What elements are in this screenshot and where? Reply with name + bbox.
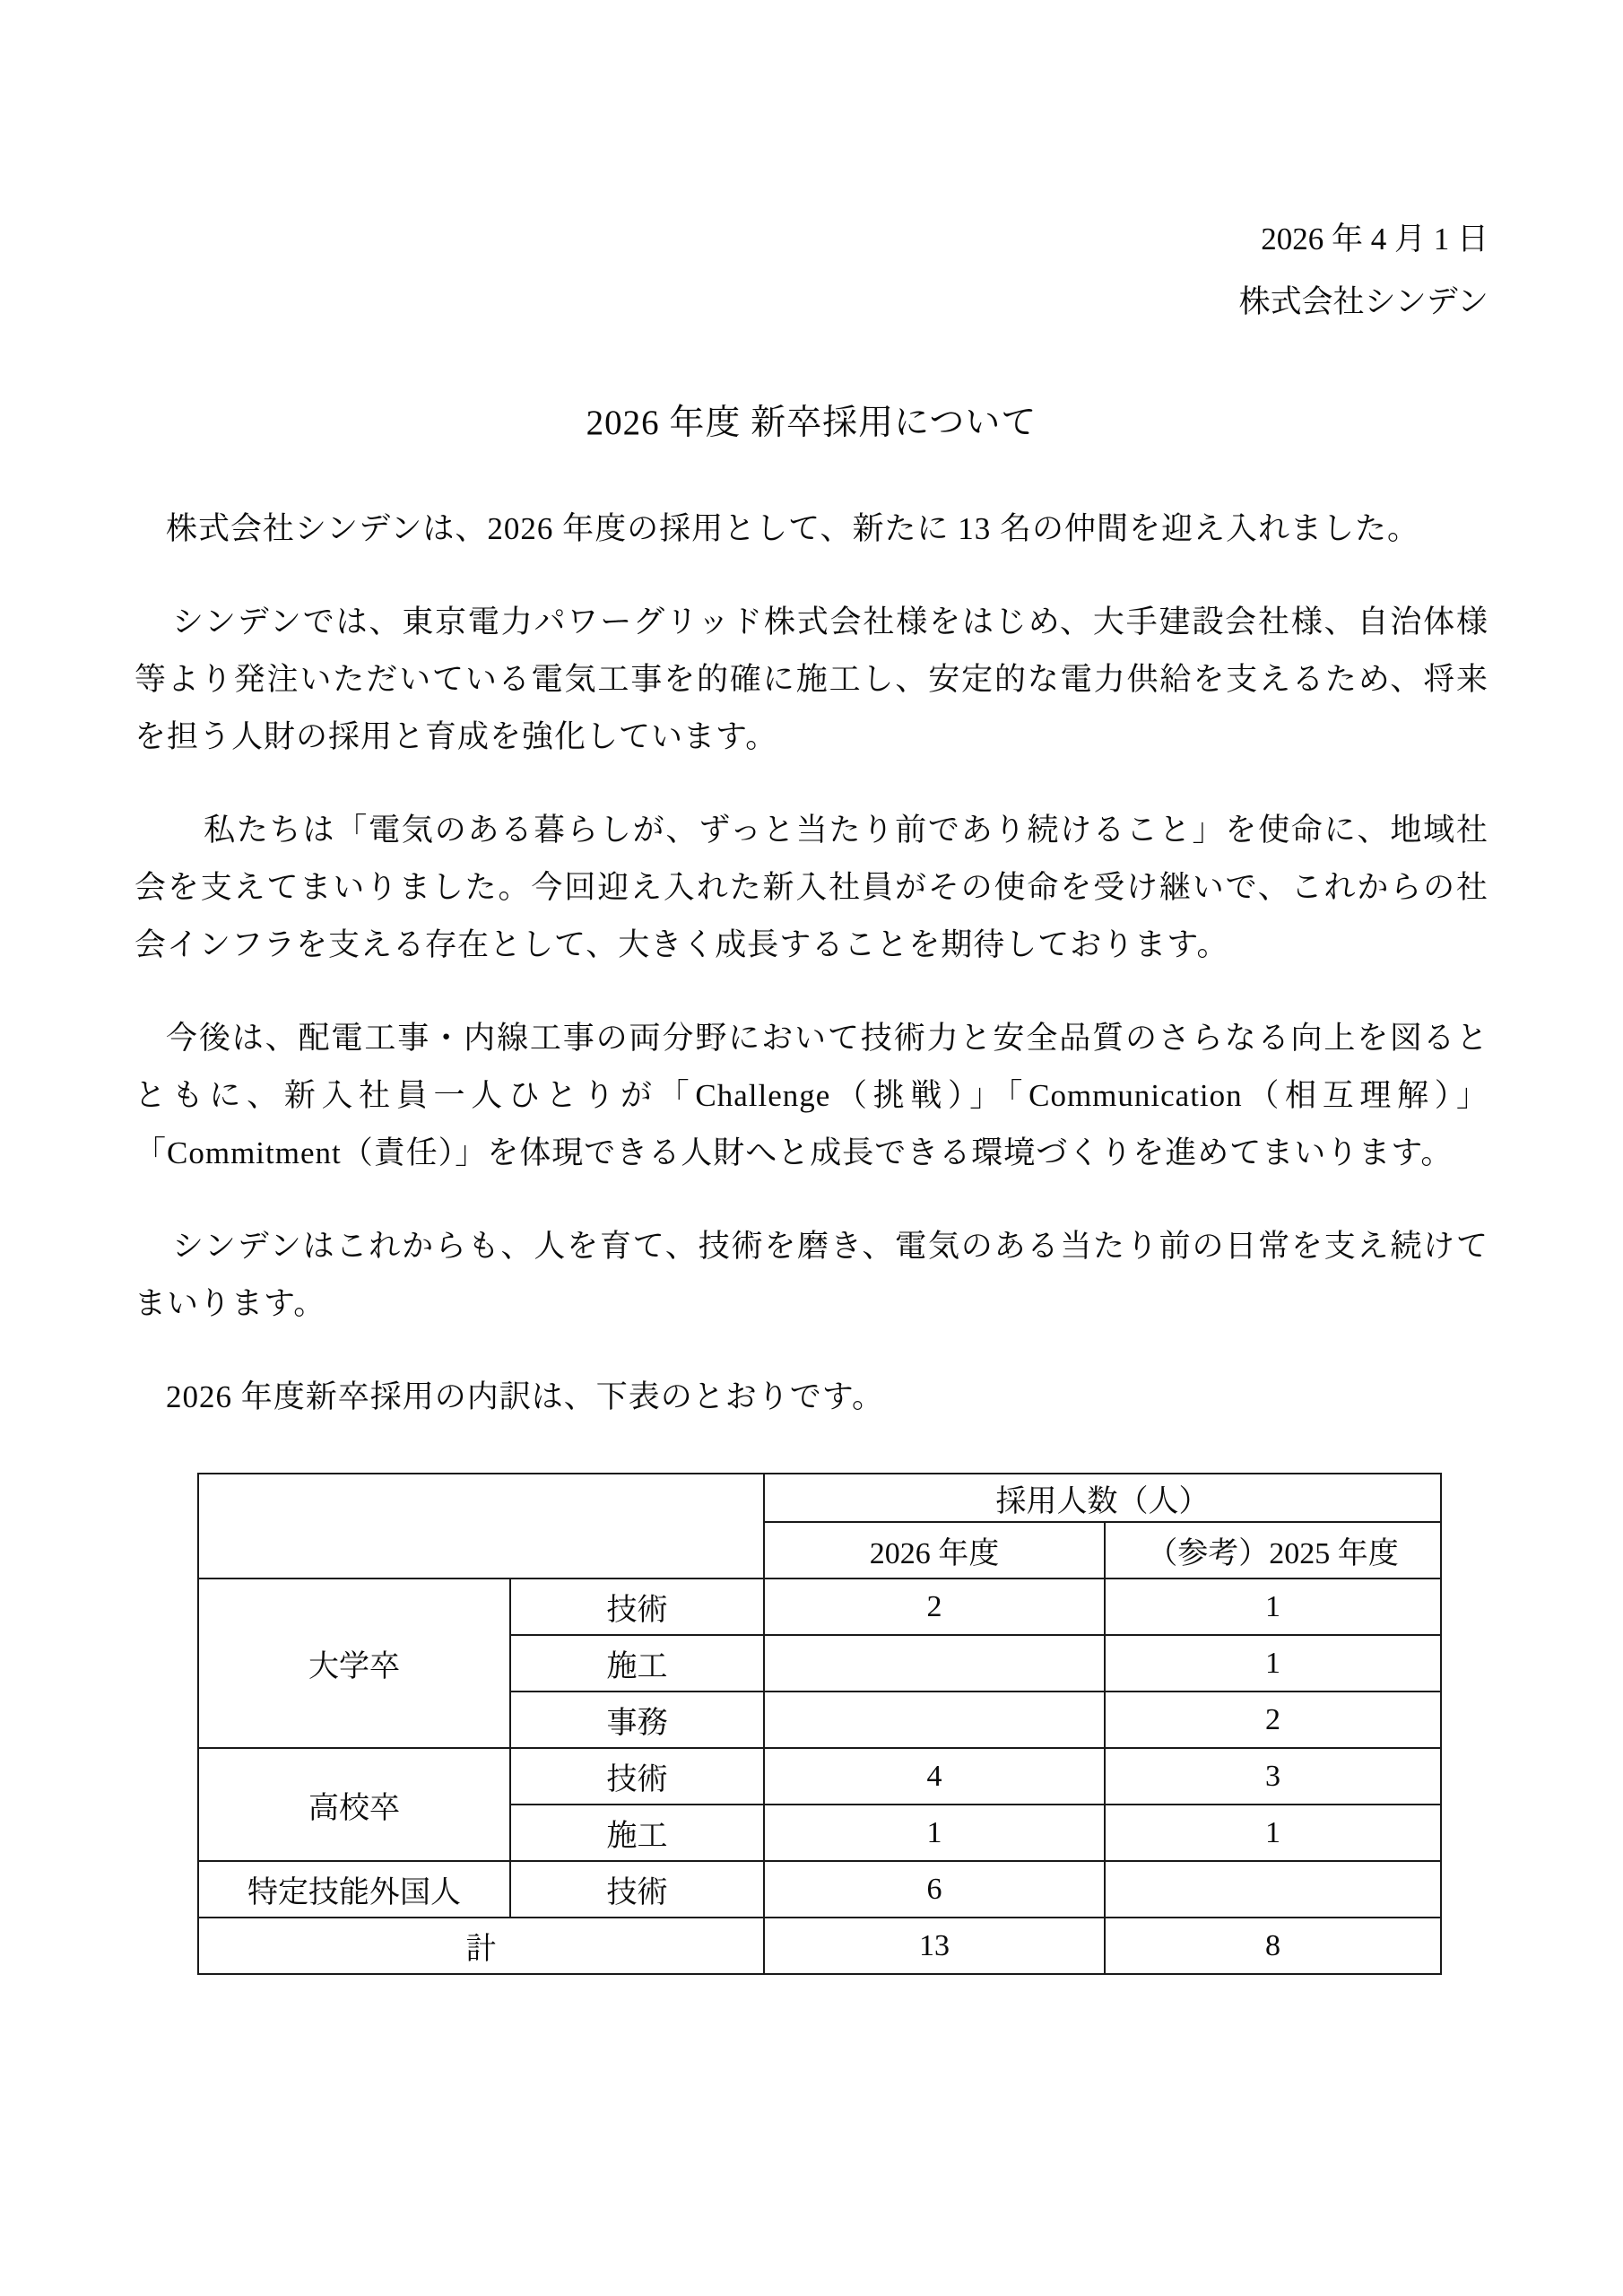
document-body xyxy=(135,500,1488,1426)
table-row xyxy=(198,1578,1441,1635)
date-block xyxy=(135,208,1488,334)
category-cell-university: 大学卒 xyxy=(198,1578,510,1748)
table-header-2025: （参考）2025 年度 xyxy=(1105,1522,1441,1578)
type-cell: 施工 xyxy=(510,1805,764,1861)
value-2026 xyxy=(764,1635,1105,1692)
type-cell: 技術 xyxy=(510,1748,764,1805)
table-corner-cell xyxy=(198,1474,764,1578)
type-cell: 事務 xyxy=(510,1692,764,1748)
value-2025: 3 xyxy=(1105,1748,1441,1805)
hiring-table xyxy=(197,1473,1442,1975)
paragraph-background: シンデンでは、東京電力パワーグリッド株式会社様をはじめ、大手建設会社様、自治体様等より発注いただいている電気工事を的確に施工し、安定的な電力供給を支えるため、将来を担う人財の採用と育成を強化しています。 xyxy=(135,604,1488,754)
value-2025: 1 xyxy=(1105,1635,1441,1692)
company-name: 株式会社シンデン xyxy=(1238,284,1488,319)
table-row xyxy=(198,1748,1441,1805)
value-2025: 2 xyxy=(1105,1692,1441,1748)
value-2025: 1 xyxy=(1105,1805,1441,1861)
value-2026 xyxy=(764,1692,1105,1748)
type-cell: 技術 xyxy=(510,1578,764,1635)
total-2025: 8 xyxy=(1105,1918,1441,1974)
table-header-2026: 2026 年度 xyxy=(764,1522,1105,1578)
table-total-row xyxy=(198,1918,1441,1974)
paragraph-mission: 私たちは「電気のある暮らしが、ずっと当たり前であり続けること」を使命に、地域社会を支えてまいりました。今回迎え入れた新入社員がその使命を受け継いで、これからの社会インフラを支える存在として、大きく成長することを期待しております。 xyxy=(135,813,1488,962)
paragraph-table-lead: 2026 年度新卒採用の内訳は、下表のとおりです。 xyxy=(166,1379,884,1414)
table-row xyxy=(198,1861,1441,1918)
total-label: 計 xyxy=(198,1918,764,1974)
value-2025 xyxy=(1105,1861,1441,1918)
value-2026: 1 xyxy=(764,1805,1105,1861)
document-title: 2026 年度 新卒採用について xyxy=(586,404,1037,442)
table-header-recruit-count: 採用人数（人） xyxy=(764,1474,1441,1522)
value-2026: 4 xyxy=(764,1748,1105,1805)
category-cell-skilled-foreign: 特定技能外国人 xyxy=(198,1861,510,1918)
document-date: 2026 年 4 月 1 日 xyxy=(1261,222,1488,257)
value-2026: 6 xyxy=(764,1861,1105,1918)
value-2026: 2 xyxy=(764,1578,1105,1635)
paragraph-future: 今後は、配電工事・内線工事の両分野において技術力と安全品質のさらなる向上を図るとともに、新入社員一人ひとりが「Challenge（挑戦）」「Communication（相互理解）」「Commitment（責任）」を体現できる人財へと成長できる環境づくりを進めてまいります。 xyxy=(135,1021,1488,1170)
paragraph-closing: シンデンはこれからも、人を育て、技術を磨き、電気のある当たり前の日常を支え続けてまいります。 xyxy=(135,1229,1488,1321)
total-2026: 13 xyxy=(764,1918,1105,1974)
type-cell: 施工 xyxy=(510,1635,764,1692)
category-cell-highschool: 高校卒 xyxy=(198,1748,510,1861)
paragraph-intro: 株式会社シンデンは、2026 年度の採用として、新たに 13 名の仲間を迎え入れました。 xyxy=(166,511,1419,546)
value-2025: 1 xyxy=(1105,1578,1441,1635)
type-cell: 技術 xyxy=(510,1861,764,1918)
